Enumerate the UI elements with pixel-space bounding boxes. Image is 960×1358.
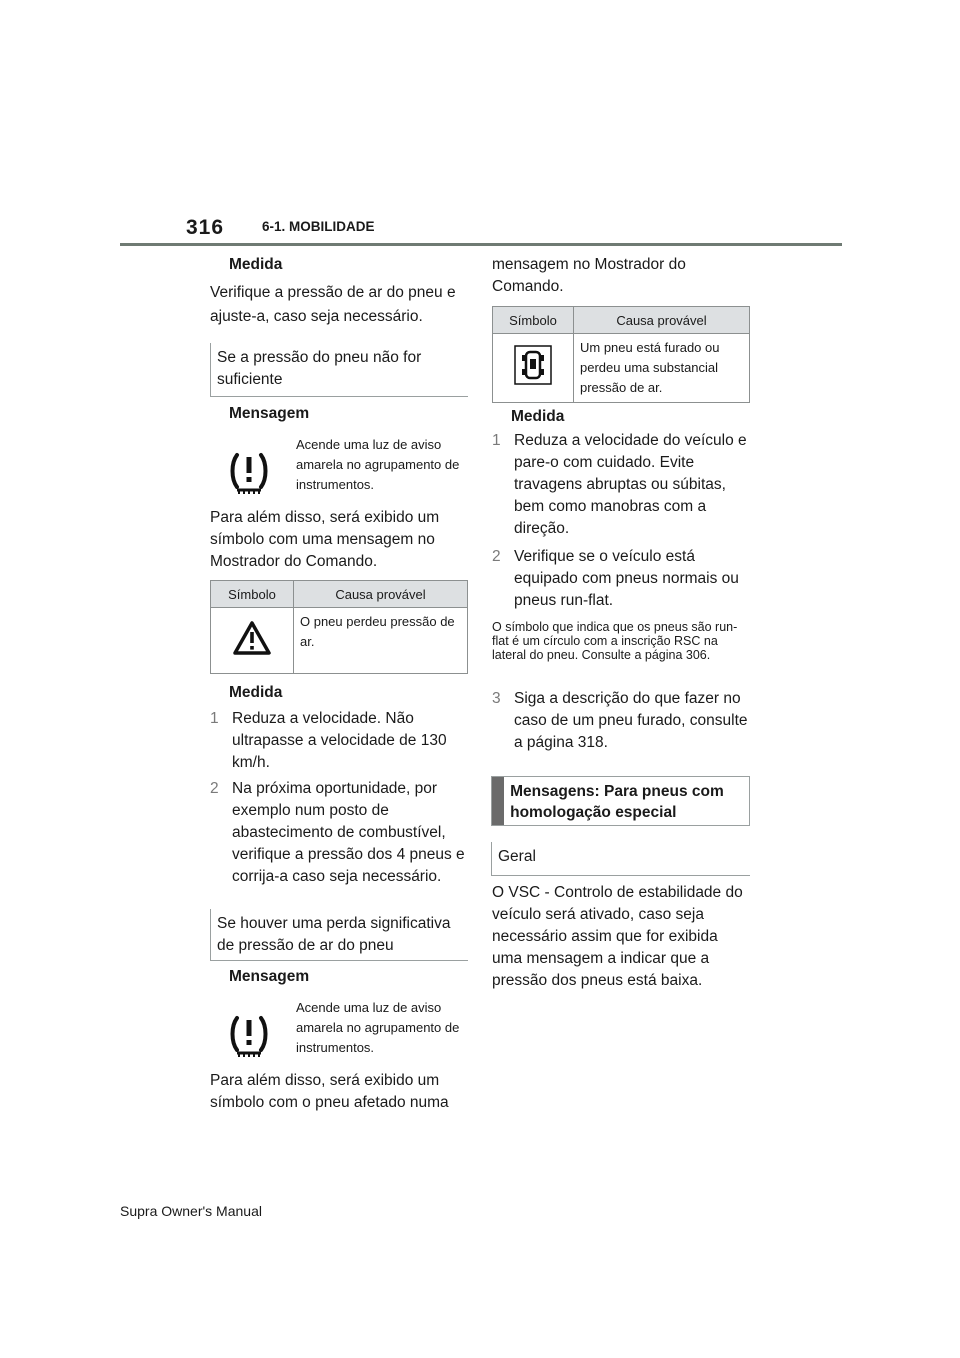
car-tire-warning-icon	[514, 373, 552, 388]
medida-label-2: Medida	[229, 684, 283, 701]
footer-manual-title: Supra Owner's Manual	[120, 1203, 262, 1219]
step-number: 2	[210, 780, 219, 797]
tire-pressure-warning-icon	[228, 451, 270, 495]
run-flat-note: O símbolo que indica que os pneus são run-flat é um círculo com a inscrição RSC na lateral do pneu. Consulte a página 306.	[492, 620, 738, 662]
header-cause: Causa provável	[294, 581, 468, 608]
step-3	[492, 688, 750, 754]
subheading-text: Se houver uma perda significativa de pressão de ar do pneu	[217, 915, 451, 954]
medida-label: Medida	[229, 256, 283, 273]
header-divider	[120, 243, 842, 246]
mensagem-text: Acende uma luz de aviso amarela no agrupamento de instrumentos.	[296, 437, 460, 492]
step-text: Na próxima oportunidade, por exemplo num posto de abastecimento de combustível, verifique a pressão dos 4 pneus e corrija-a caso seja necessário.	[232, 780, 465, 885]
subheading-text: Geral	[498, 848, 536, 865]
warning-triangle-icon	[232, 644, 272, 659]
tire-pressure-warning-icon	[228, 1014, 270, 1058]
header-symbol: Símbolo	[211, 581, 294, 608]
subheading-geral	[491, 842, 750, 876]
mensagem-label: Mensagem	[229, 405, 310, 422]
step-2	[210, 778, 468, 888]
mensagem-label-2: Mensagem	[229, 968, 310, 985]
step-text: Reduza a velocidade. Não ultrapasse a velocidade de 130 km/h.	[232, 710, 447, 771]
medida-text: Verifique a pressão de ar do pneu e ajuste-a, caso seja necessário.	[210, 284, 456, 325]
step-1	[210, 708, 468, 774]
page-number: 316	[186, 216, 225, 239]
section-title: 6-1. MOBILIDADE	[262, 219, 375, 234]
symbol-cell	[493, 334, 574, 403]
section-heading-special-tires	[491, 776, 750, 826]
subheading-significant-loss	[210, 909, 468, 961]
heading-text: Mensagens: Para pneus com homologação especial	[510, 783, 724, 821]
cause-cell: Um pneu está furado ou perdeu uma substancial pressão de ar.	[574, 334, 750, 403]
heading-bar	[492, 777, 504, 825]
step-2	[492, 546, 750, 612]
paragraph-symbol-message: Para além disso, será exibido um símbolo com uma mensagem no Mostrador do Comando.	[210, 509, 440, 570]
subheading-pressure-insufficient	[210, 343, 468, 397]
step-text: Reduza a velocidade do veículo e pare-o com cuidado. Evite travagens abruptas ou súbitas, bem como manobras com a direção.	[514, 432, 747, 537]
subheading-text: Se a pressão do pneu não for suficiente	[217, 349, 422, 388]
symbol-cell	[211, 608, 294, 674]
step-number: 3	[492, 690, 501, 707]
header-cause: Causa provável	[574, 307, 750, 334]
step-1	[492, 430, 750, 540]
paragraph-continuation: mensagem no Mostrador do Comando.	[492, 256, 686, 295]
cause-table	[210, 580, 468, 674]
step-text: Verifique se o veículo está equipado com pneus normais ou pneus run-flat.	[514, 548, 739, 609]
cause-table-2	[492, 306, 750, 403]
paragraph-affected-tire: Para além disso, será exibido um símbolo com o pneu afetado numa	[210, 1072, 449, 1111]
header-symbol: Símbolo	[493, 307, 574, 334]
step-text: Siga a descrição do que fazer no caso de um pneu furado, consulte a página 318.	[514, 690, 748, 751]
step-number: 1	[492, 432, 501, 449]
step-number: 2	[492, 548, 501, 565]
cause-cell: O pneu perdeu pressão de ar.	[294, 608, 468, 674]
vsc-paragraph: O VSC - Controlo de estabilidade do veículo será ativado, caso seja necessário assim que for exibida uma mensagem a indicar que a pressão dos pneus está baixa.	[492, 884, 743, 989]
mensagem-text-2: Acende uma luz de aviso amarela no agrupamento de instrumentos.	[296, 1000, 460, 1055]
step-number: 1	[210, 710, 219, 727]
medida-label-3: Medida	[511, 408, 565, 425]
